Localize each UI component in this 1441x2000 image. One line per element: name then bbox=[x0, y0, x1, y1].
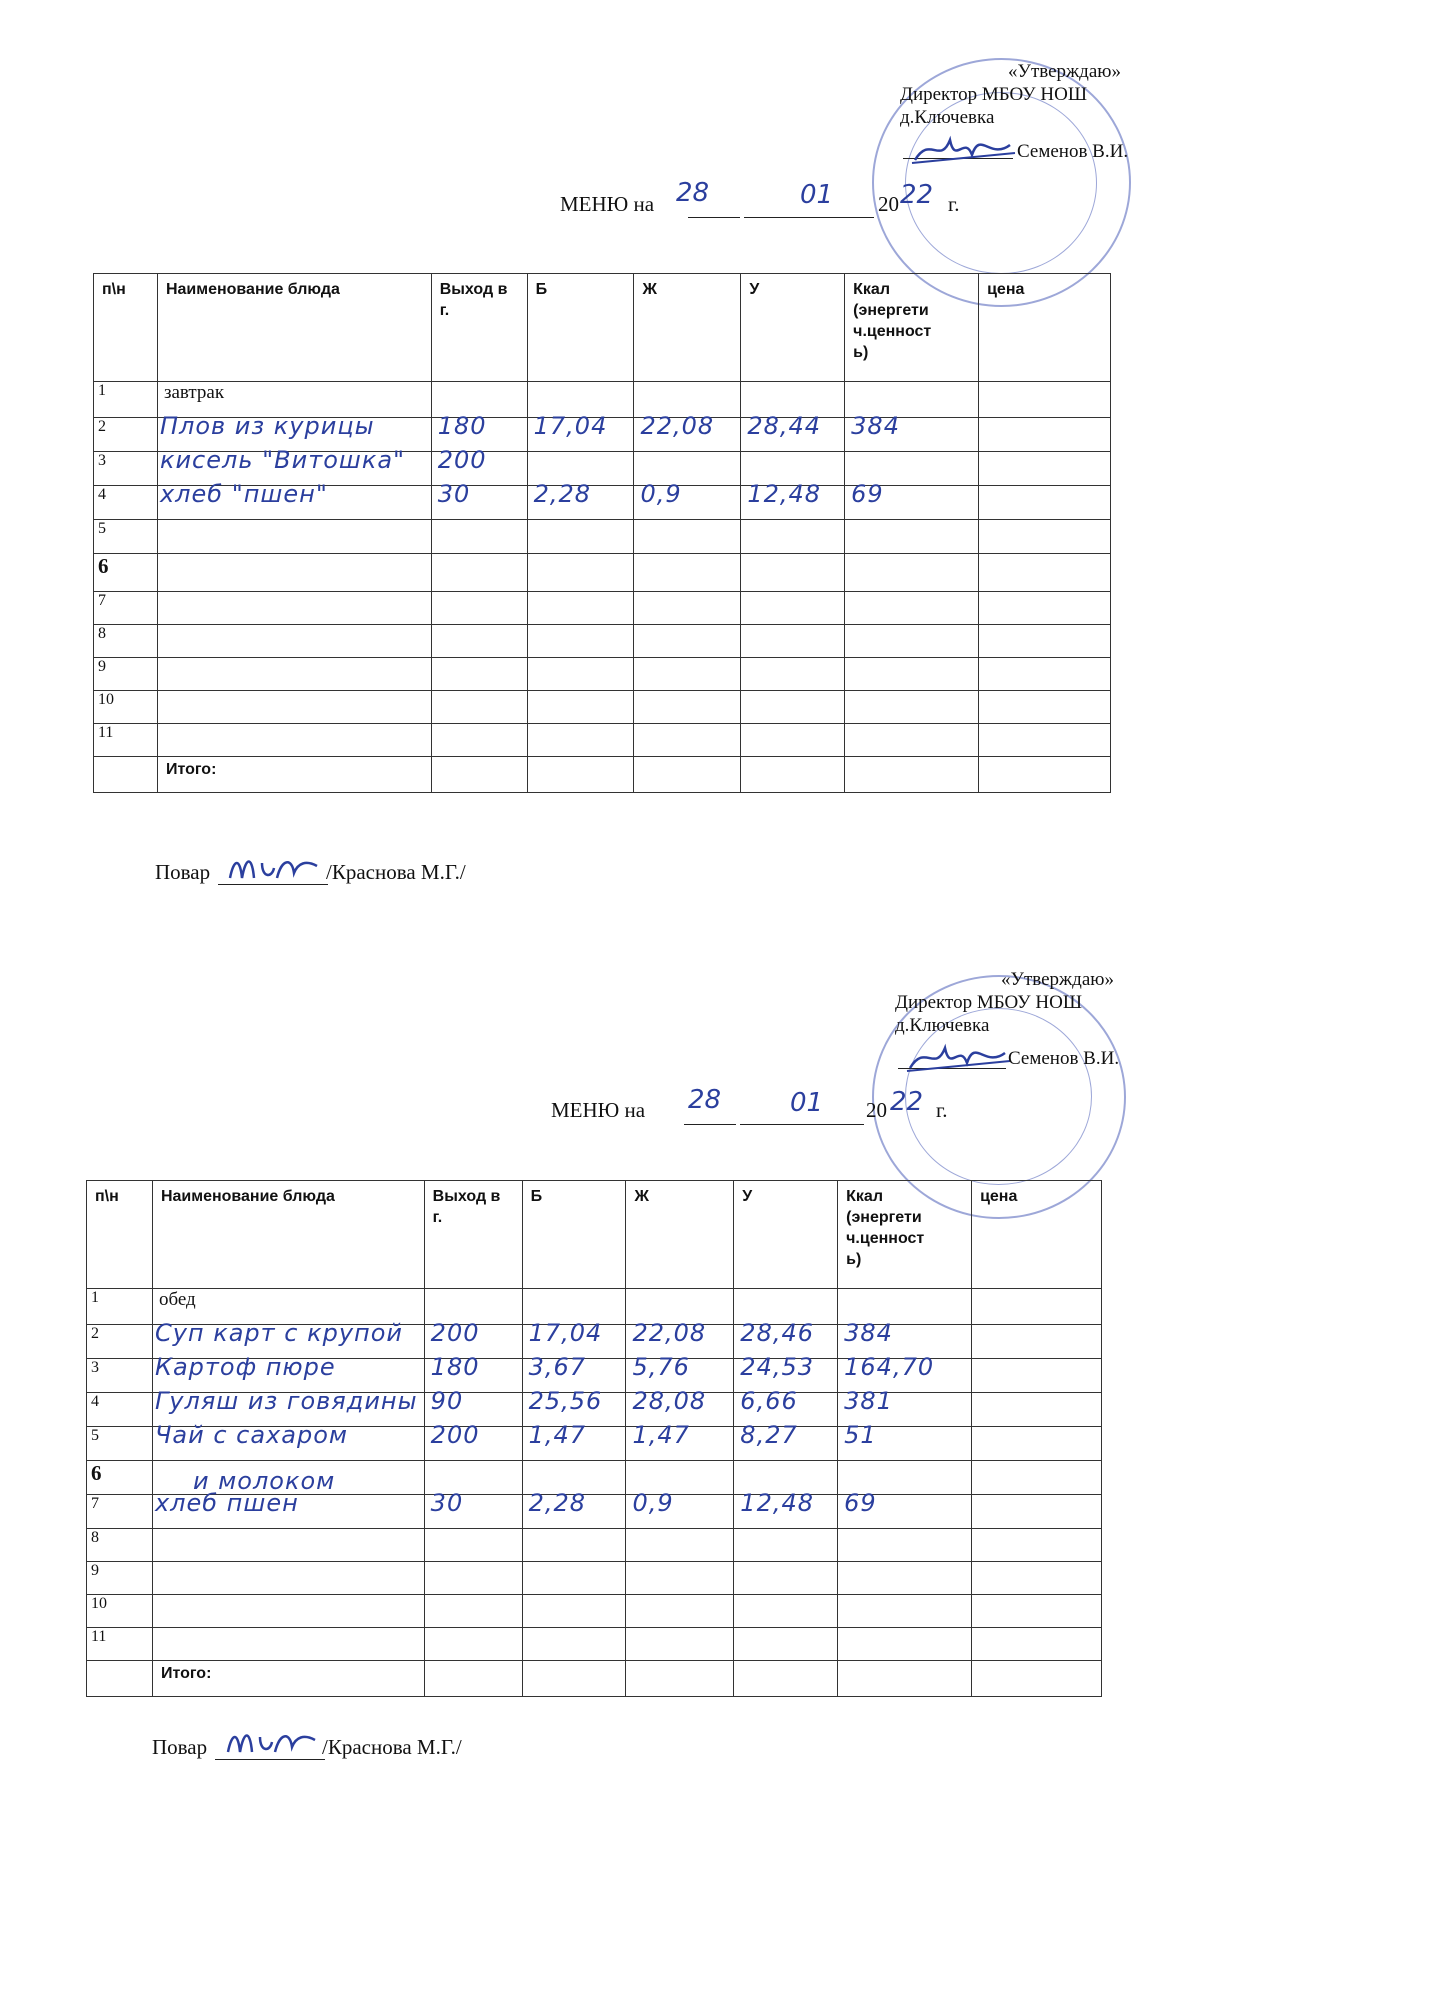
cell-price bbox=[972, 1393, 1102, 1427]
value-b: 17,04 bbox=[533, 412, 608, 440]
cook-line bbox=[155, 860, 210, 885]
dish-name-cell bbox=[157, 724, 431, 757]
value-b: 2,28 bbox=[533, 480, 592, 508]
dish-name-cell bbox=[152, 1421, 424, 1461]
cell-zh bbox=[626, 1529, 734, 1562]
dish-name: Суп карт с крупой bbox=[154, 1319, 403, 1347]
cell-price bbox=[972, 1461, 1102, 1495]
date-month: 01 bbox=[790, 1088, 824, 1118]
row-number: 7 bbox=[87, 1495, 153, 1529]
cell-yield bbox=[431, 724, 527, 757]
header-price: цена bbox=[979, 274, 1111, 382]
cell-yield bbox=[424, 1421, 522, 1461]
dish-name-cell bbox=[152, 1529, 424, 1562]
total-num-cell bbox=[94, 757, 158, 793]
cell-yield bbox=[431, 691, 527, 724]
cell-zh bbox=[634, 520, 741, 554]
value-b: 17,04 bbox=[528, 1319, 603, 1347]
table-row bbox=[87, 1495, 1102, 1529]
value-yield: 90 bbox=[430, 1387, 464, 1415]
row-number: 1 bbox=[87, 1289, 153, 1325]
value-zh: 5,76 bbox=[632, 1353, 690, 1381]
cell-u bbox=[734, 1529, 838, 1562]
cell-price bbox=[979, 382, 1111, 418]
cell-zh bbox=[626, 1595, 734, 1628]
table-row bbox=[94, 658, 1111, 691]
row-number: 2 bbox=[94, 418, 158, 452]
director-signature bbox=[905, 1033, 1015, 1083]
cell-b bbox=[527, 724, 634, 757]
row-number: 2 bbox=[87, 1325, 153, 1359]
table-row bbox=[87, 1595, 1102, 1628]
dish-name: хлеб пшен bbox=[154, 1489, 299, 1517]
year-suffix: 22 bbox=[900, 180, 934, 210]
cell-price bbox=[972, 1359, 1102, 1393]
cell-kcal bbox=[845, 658, 979, 691]
cell-kcal bbox=[838, 1489, 972, 1529]
cell-zh bbox=[634, 554, 741, 592]
header-kcal-line: ь) bbox=[846, 1251, 862, 1268]
row-number: 3 bbox=[87, 1359, 153, 1393]
value-zh: 28,08 bbox=[632, 1387, 707, 1415]
value-kcal: 164,70 bbox=[844, 1353, 935, 1381]
cell-b bbox=[527, 658, 634, 691]
cell-u bbox=[734, 1562, 838, 1595]
cell-yield bbox=[424, 1562, 522, 1595]
row-number: 9 bbox=[87, 1562, 153, 1595]
total-label: Итого: bbox=[152, 1661, 424, 1697]
cell-u bbox=[741, 691, 845, 724]
total-cell bbox=[734, 1661, 838, 1697]
cell-price bbox=[972, 1529, 1102, 1562]
dish-name-cell bbox=[152, 1628, 424, 1661]
cell-u bbox=[741, 480, 845, 520]
header-b: Б bbox=[522, 1181, 626, 1289]
cell-b bbox=[527, 480, 634, 520]
value-kcal: 69 bbox=[851, 480, 884, 508]
cell-price bbox=[979, 625, 1111, 658]
value-b: 2,28 bbox=[528, 1489, 587, 1517]
row-number: 5 bbox=[94, 520, 158, 554]
cell-u bbox=[741, 412, 845, 452]
date-day: 28 bbox=[676, 178, 710, 208]
dish-name-cell bbox=[157, 554, 431, 592]
cell-price bbox=[972, 1325, 1102, 1359]
table-row bbox=[94, 486, 1111, 520]
dish-name: Гуляш из говядины bbox=[154, 1387, 418, 1415]
date-day: 28 bbox=[688, 1085, 722, 1115]
header-row bbox=[94, 274, 1111, 382]
cell-u bbox=[741, 625, 845, 658]
value-u: 24,53 bbox=[740, 1353, 815, 1381]
date-month-line bbox=[744, 217, 874, 218]
header-zh: Ж bbox=[634, 274, 741, 382]
cell-zh bbox=[634, 625, 741, 658]
total-cell bbox=[522, 1661, 626, 1697]
row-number: 5 bbox=[87, 1427, 153, 1461]
cell-b bbox=[527, 520, 634, 554]
cell-b bbox=[522, 1595, 626, 1628]
row-number: 6 bbox=[87, 1461, 153, 1495]
village-label: д.Ключевка bbox=[900, 107, 995, 128]
table-row bbox=[87, 1562, 1102, 1595]
cell-price bbox=[972, 1495, 1102, 1529]
cell-zh bbox=[634, 480, 741, 520]
cell-b bbox=[522, 1529, 626, 1562]
value-yield: 180 bbox=[437, 412, 487, 440]
cell-kcal bbox=[845, 554, 979, 592]
table-row bbox=[94, 554, 1111, 592]
cell-b bbox=[522, 1489, 626, 1529]
dish-name-cell bbox=[152, 1489, 424, 1529]
value-zh: 22,08 bbox=[640, 412, 715, 440]
date-month-line bbox=[740, 1124, 864, 1125]
year-prefix: 20 bbox=[878, 192, 899, 216]
cell-zh bbox=[634, 724, 741, 757]
header-yield: Выход в г. bbox=[431, 274, 527, 382]
value-b: 25,56 bbox=[528, 1387, 603, 1415]
cell-u bbox=[741, 658, 845, 691]
cell-kcal bbox=[845, 625, 979, 658]
cell-b bbox=[522, 1628, 626, 1661]
director-name: Семенов В.И. bbox=[1017, 141, 1129, 162]
value-yield: 200 bbox=[430, 1421, 480, 1449]
cell-u bbox=[734, 1595, 838, 1628]
menu-title-prefix: МЕНЮ на bbox=[560, 192, 655, 216]
cell-u bbox=[741, 554, 845, 592]
dish-name-cell bbox=[157, 592, 431, 625]
value-yield: 180 bbox=[430, 1353, 480, 1381]
value-zh: 1,47 bbox=[632, 1421, 690, 1449]
cell-yield bbox=[431, 554, 527, 592]
cell-price bbox=[979, 658, 1111, 691]
header-u: У bbox=[741, 274, 845, 382]
total-cell bbox=[972, 1661, 1102, 1697]
director-signature bbox=[910, 125, 1020, 175]
value-yield: 30 bbox=[430, 1489, 464, 1517]
total-cell bbox=[634, 757, 741, 793]
menu-table-lunch bbox=[86, 1180, 1102, 1697]
cell-kcal bbox=[845, 691, 979, 724]
row-number: 10 bbox=[94, 691, 158, 724]
director-name: Семенов В.И. bbox=[1008, 1048, 1120, 1069]
value-kcal: 51 bbox=[844, 1421, 877, 1449]
year-end: г. bbox=[936, 1098, 948, 1122]
cell-b bbox=[527, 625, 634, 658]
dish-name: Картоф пюре bbox=[154, 1353, 336, 1381]
header-kcal-line: (энергети bbox=[846, 1209, 922, 1226]
row-number: 10 bbox=[87, 1595, 153, 1628]
table-row bbox=[94, 625, 1111, 658]
cell-u bbox=[741, 724, 845, 757]
total-cell bbox=[424, 1661, 522, 1697]
cook-signature bbox=[222, 848, 332, 892]
date-day-line bbox=[688, 217, 740, 218]
cell-kcal bbox=[845, 592, 979, 625]
year-end: г. bbox=[948, 192, 960, 216]
dish-name-cell bbox=[157, 520, 431, 554]
dish-name-cell: обед bbox=[152, 1289, 424, 1325]
header-kcal bbox=[838, 1181, 972, 1289]
cook-signature bbox=[220, 1722, 330, 1766]
table-row bbox=[94, 520, 1111, 554]
cook-name: /Краснова М.Г./ bbox=[322, 1735, 462, 1759]
header-row bbox=[87, 1181, 1102, 1289]
menu-title bbox=[560, 192, 654, 217]
cell-yield bbox=[424, 1595, 522, 1628]
cell-price bbox=[972, 1628, 1102, 1661]
cell-zh bbox=[626, 1489, 734, 1529]
total-cell bbox=[741, 757, 845, 793]
cell-kcal bbox=[838, 1562, 972, 1595]
cell-price bbox=[979, 724, 1111, 757]
dish-name-cell bbox=[157, 691, 431, 724]
cell-yield bbox=[431, 480, 527, 520]
table-row bbox=[87, 1628, 1102, 1661]
total-num-cell bbox=[87, 1661, 153, 1697]
row-number: 6 bbox=[94, 554, 158, 592]
header-u: У bbox=[734, 1181, 838, 1289]
cell-u bbox=[741, 520, 845, 554]
row-number: 7 bbox=[94, 592, 158, 625]
header-num: п\н bbox=[87, 1181, 153, 1289]
year-suffix: 22 bbox=[890, 1087, 924, 1117]
row-number: 9 bbox=[94, 658, 158, 691]
village-label: д.Ключевка bbox=[895, 1015, 990, 1036]
total-row bbox=[87, 1661, 1102, 1697]
total-row bbox=[94, 757, 1111, 793]
row-number: 4 bbox=[94, 486, 158, 520]
table-row bbox=[94, 724, 1111, 757]
header-kcal-line: Ккал bbox=[853, 281, 890, 298]
dish-name-cell bbox=[157, 480, 431, 520]
cell-u bbox=[741, 592, 845, 625]
header-kcal-line: (энергети bbox=[853, 302, 929, 319]
cell-price bbox=[979, 520, 1111, 554]
total-cell bbox=[838, 1661, 972, 1697]
cell-zh bbox=[626, 1421, 734, 1461]
cell-kcal bbox=[845, 412, 979, 452]
dish-name: Чай с сахаром bbox=[154, 1421, 348, 1449]
cell-yield bbox=[424, 1529, 522, 1562]
cell-b bbox=[527, 691, 634, 724]
value-zh: 0,9 bbox=[632, 1489, 674, 1517]
date-month: 01 bbox=[800, 180, 834, 210]
cell-zh bbox=[626, 1628, 734, 1661]
cook-label: Повар bbox=[155, 860, 211, 884]
cell-price bbox=[972, 1562, 1102, 1595]
cell-price bbox=[972, 1595, 1102, 1628]
cell-price bbox=[972, 1427, 1102, 1461]
date-day-line bbox=[684, 1124, 736, 1125]
total-cell bbox=[626, 1661, 734, 1697]
total-cell bbox=[431, 757, 527, 793]
value-u: 12,48 bbox=[740, 1489, 815, 1517]
dish-name-cell bbox=[157, 625, 431, 658]
value-kcal: 381 bbox=[844, 1387, 893, 1415]
cell-price bbox=[972, 1289, 1102, 1325]
header-num: п\н bbox=[94, 274, 158, 382]
header-b: Б bbox=[527, 274, 634, 382]
total-cell bbox=[527, 757, 634, 793]
header-zh: Ж bbox=[626, 1181, 734, 1289]
approve-label: «Утверждаю» bbox=[1008, 61, 1121, 82]
cell-b bbox=[527, 554, 634, 592]
cell-price bbox=[979, 554, 1111, 592]
table-row bbox=[87, 1529, 1102, 1562]
cell-kcal bbox=[845, 520, 979, 554]
cell-kcal bbox=[845, 724, 979, 757]
cell-price bbox=[979, 592, 1111, 625]
value-kcal: 384 bbox=[844, 1319, 893, 1347]
value-yield: 30 bbox=[437, 480, 471, 508]
approval-block bbox=[900, 60, 1160, 129]
value-kcal: 69 bbox=[844, 1489, 877, 1517]
cell-u bbox=[734, 1628, 838, 1661]
cell-zh bbox=[634, 658, 741, 691]
header-kcal-line: ь) bbox=[853, 344, 869, 361]
dish-name-cell bbox=[152, 1562, 424, 1595]
cell-kcal bbox=[838, 1421, 972, 1461]
row-number: 11 bbox=[87, 1628, 153, 1661]
year-prefix: 20 bbox=[866, 1098, 887, 1122]
row-number: 1 bbox=[94, 382, 158, 418]
value-b: 3,67 bbox=[528, 1353, 587, 1381]
total-cell bbox=[845, 757, 979, 793]
cell-zh bbox=[626, 1562, 734, 1595]
value-zh: 22,08 bbox=[632, 1319, 707, 1347]
cell-price bbox=[979, 418, 1111, 452]
cook-label: Повар bbox=[152, 1735, 208, 1759]
cell-kcal bbox=[838, 1628, 972, 1661]
row-number: 3 bbox=[94, 452, 158, 486]
dish-name: кисель "Витошка" bbox=[159, 446, 406, 474]
approval-block bbox=[895, 968, 1155, 1037]
menu-title-prefix: МЕНЮ на bbox=[551, 1098, 646, 1122]
dish-name-cell bbox=[152, 1595, 424, 1628]
total-label: Итого: bbox=[157, 757, 431, 793]
cell-kcal bbox=[838, 1529, 972, 1562]
row-number: 11 bbox=[94, 724, 158, 757]
cell-zh bbox=[634, 592, 741, 625]
cell-price bbox=[979, 486, 1111, 520]
cook-name: /Краснова М.Г./ bbox=[326, 860, 466, 884]
cook-line bbox=[152, 1735, 207, 1760]
cell-b bbox=[527, 592, 634, 625]
cell-yield bbox=[431, 625, 527, 658]
header-kcal-line: ч.ценност bbox=[853, 323, 932, 340]
table-row bbox=[94, 691, 1111, 724]
approve-label: «Утверждаю» bbox=[1001, 969, 1114, 990]
value-u: 28,46 bbox=[740, 1319, 815, 1347]
value-b: 1,47 bbox=[528, 1421, 587, 1449]
cell-price bbox=[979, 452, 1111, 486]
row-number: 8 bbox=[87, 1529, 153, 1562]
cell-yield bbox=[424, 1489, 522, 1529]
cell-zh bbox=[634, 412, 741, 452]
cell-kcal bbox=[838, 1595, 972, 1628]
cell-yield bbox=[424, 1628, 522, 1661]
dish-name-cell: завтрак bbox=[157, 382, 431, 418]
cell-u bbox=[734, 1489, 838, 1529]
dish-name: хлеб "пшен" bbox=[159, 480, 328, 508]
director-label: Директор МБОУ НОШ bbox=[895, 992, 1082, 1013]
header-kcal-line: Ккал bbox=[846, 1188, 883, 1205]
cell-u bbox=[734, 1421, 838, 1461]
cell-zh bbox=[634, 691, 741, 724]
cell-yield bbox=[431, 658, 527, 691]
header-name: Наименование блюда bbox=[152, 1181, 424, 1289]
cell-yield bbox=[431, 520, 527, 554]
value-yield: 200 bbox=[430, 1319, 480, 1347]
value-u: 28,44 bbox=[747, 412, 822, 440]
header-kcal bbox=[845, 274, 979, 382]
dish-name: и молоком bbox=[192, 1467, 336, 1495]
table-row bbox=[94, 592, 1111, 625]
value-u: 12,48 bbox=[747, 480, 822, 508]
row-number: 4 bbox=[87, 1393, 153, 1427]
menu-title bbox=[551, 1098, 645, 1123]
cell-b bbox=[522, 1562, 626, 1595]
row-number: 8 bbox=[94, 625, 158, 658]
director-label: Директор МБОУ НОШ bbox=[900, 84, 1087, 105]
value-zh: 0,9 bbox=[640, 480, 682, 508]
cell-b bbox=[522, 1421, 626, 1461]
header-name: Наименование блюда bbox=[157, 274, 431, 382]
total-cell bbox=[979, 757, 1111, 793]
value-u: 8,27 bbox=[740, 1421, 798, 1449]
cell-b bbox=[527, 412, 634, 452]
menu-table-breakfast bbox=[93, 273, 1111, 793]
cell-yield bbox=[431, 592, 527, 625]
header-kcal-line: ч.ценност bbox=[846, 1230, 925, 1247]
value-u: 6,66 bbox=[740, 1387, 798, 1415]
value-yield: 200 bbox=[437, 446, 487, 474]
table-row bbox=[87, 1427, 1102, 1461]
header-price: цена bbox=[972, 1181, 1102, 1289]
cell-price bbox=[979, 691, 1111, 724]
cell-kcal bbox=[845, 480, 979, 520]
value-kcal: 384 bbox=[851, 412, 900, 440]
header-yield: Выход в г. bbox=[424, 1181, 522, 1289]
dish-name: Плов из курицы bbox=[159, 412, 375, 440]
dish-name-cell bbox=[157, 658, 431, 691]
